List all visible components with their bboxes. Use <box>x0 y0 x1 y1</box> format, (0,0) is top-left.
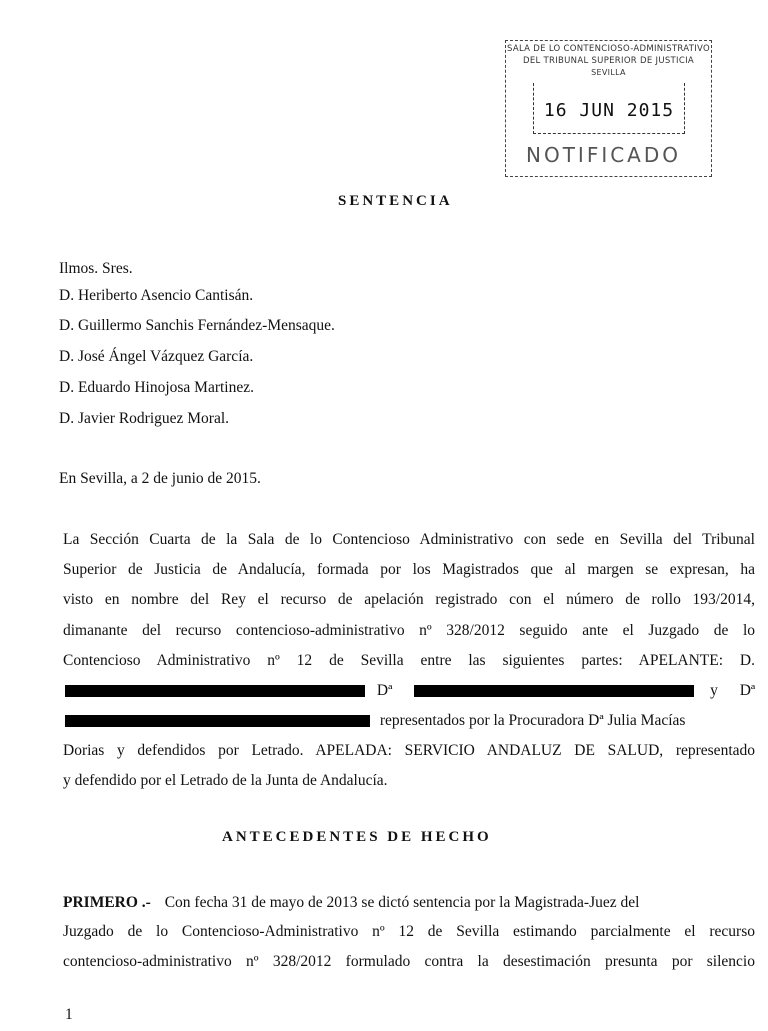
magistrate-item: D. Guillermo Sanchis Fernández-Mensaque. <box>59 317 335 334</box>
stamp-date: 16 JUN 2015 <box>543 100 675 121</box>
intro-line-2: Superior de Justicia de Andalucía, formada por los Magistrados que al margen se expresan, ha <box>63 561 755 578</box>
intro-da-1: Dª <box>376 682 393 699</box>
redaction-bar <box>65 685 365 697</box>
stamp-court-line2: DEL TRIBUNAL SUPERIOR DE JUSTICIA <box>522 56 695 66</box>
page-number: 1 <box>65 1006 73 1023</box>
intro-line-3: visto en nombre del Rey el recurso de apelación registrado con el número de rollo 193/2014, <box>63 591 755 608</box>
section-title-antecedentes: ANTECEDENTES DE HECHO <box>222 829 492 845</box>
redaction-bar <box>414 685 694 697</box>
intro-line-5: Contencioso Administrativo nº 12 de Sevilla entre las siguientes partes: APELANTE: D. <box>63 652 755 669</box>
magistrate-item: D. José Ángel Vázquez García. <box>59 348 254 365</box>
stamp-court-line1: SALA DE LO CONTENCIOSO-ADMINISTRATIVO <box>506 44 711 54</box>
date-line: En Sevilla, a 2 de junio de 2015. <box>59 470 261 487</box>
magistrate-item: D. Javier Rodriguez Moral. <box>59 410 230 427</box>
magistrate-item: D. Eduardo Hinojosa Martinez. <box>59 379 254 396</box>
stamp-city: SEVILLA <box>591 68 626 77</box>
notification-stamp <box>505 40 712 177</box>
magistrates-heading: Ilmos. Sres. <box>59 260 133 277</box>
intro-y: y <box>710 682 718 699</box>
primero-line-1 <box>63 893 755 913</box>
primero-line-2: Juzgado de lo Contencioso-Administrativo nº 12 de Sevilla estimando parcialmente el recurso <box>63 923 755 940</box>
intro-da-2: Dª <box>739 682 756 699</box>
intro-line-7 <box>63 711 685 731</box>
stamp-status: NOTIFICADO <box>526 143 682 167</box>
intro-line-6 <box>63 681 755 701</box>
intro-line-8: Dorias y defendidos por Letrado. APELADA: SERVICIO ANDALUZ DE SALUD, representado <box>63 742 755 759</box>
intro-line-1: La Sección Cuarta de la Sala de lo Contencioso Administrativo con sede en Sevilla del Tribunal <box>63 531 755 548</box>
document-title: SENTENCIA <box>338 193 453 209</box>
intro-line-7-text: representados por la Procuradora Dª Julia Macías <box>379 712 686 729</box>
primero-line-1-text: Con fecha 31 de mayo de 2013 se dictó sentencia por la Magistrada-Juez del <box>164 894 640 911</box>
intro-line-9: y defendido por el Letrado de la Junta de Andalucía. <box>63 772 388 789</box>
magistrate-item: D. Heriberto Asencio Cantisán. <box>59 287 254 304</box>
primero-line-3: contencioso-administrativo nº 328/2012 formulado contra la desestimación presunta por silencio <box>63 953 755 970</box>
stamp-date-box <box>533 83 685 134</box>
primero-label: PRIMERO .- <box>63 894 151 911</box>
redaction-bar <box>65 715 370 727</box>
intro-line-4: dimanante del recurso contencioso-administrativo nº 328/2012 seguido ante el Juzgado de lo <box>63 622 755 639</box>
